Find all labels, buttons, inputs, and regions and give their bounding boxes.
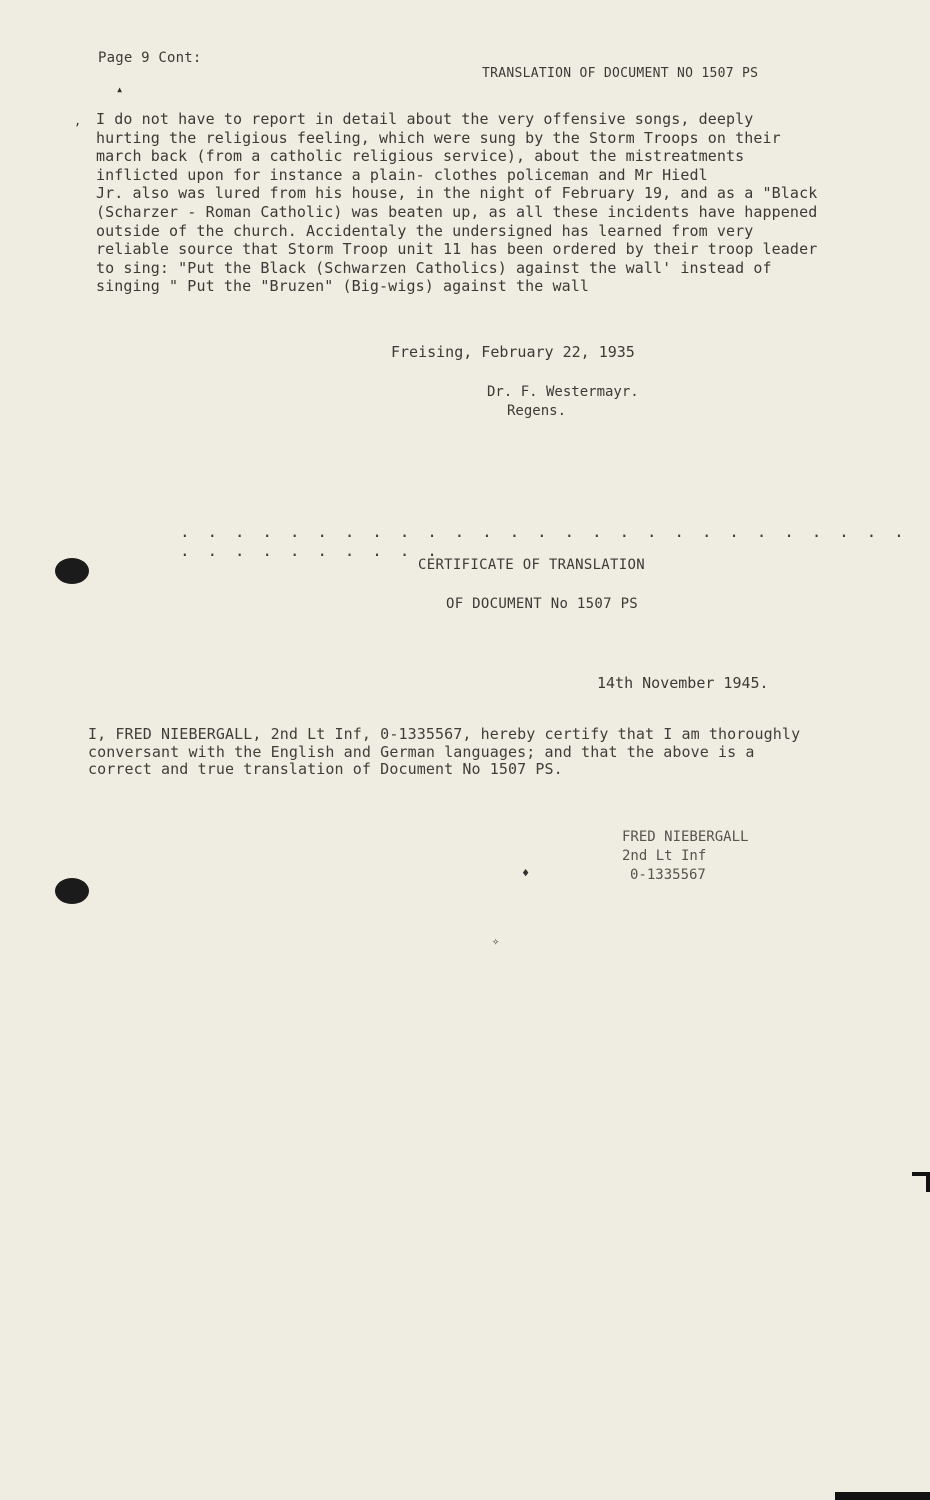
stray-mark-icon: ♦: [522, 866, 530, 880]
body-line: hurting the religious feeling, which were sung by the Storm Troops on their: [96, 128, 781, 147]
body-line: I do not have to report in detail about the very offensive songs, deeply: [96, 110, 754, 128]
certificate-signature: [622, 828, 748, 885]
certifier-name: FRED NIEBERGALL: [622, 829, 749, 845]
body-line: Jr. also was lured from his house, in the night of February 19, and as a "Black: [96, 184, 818, 203]
certifier-rank: 2nd Lt Inf: [622, 848, 707, 864]
stray-mark-icon: ,: [74, 114, 82, 128]
signer-name: Dr. F. Westermayr.: [487, 384, 639, 400]
translation-body: [96, 110, 886, 296]
body-line: inflicted upon for instance a plain- clothes policeman and Mr Hiedl: [96, 165, 708, 184]
stray-mark-icon: ✧: [492, 934, 500, 948]
punch-hole-icon: [55, 878, 89, 904]
edge-mark-icon: [926, 1176, 930, 1192]
certificate-line: correct and true translation of Document No 1507 PS.: [88, 760, 563, 778]
body-line: reliable source that Storm Troop unit 11 has been ordered by their troop leader: [96, 240, 818, 259]
body-line: outside of the church. Accidentaly the undersigned has learned from very: [96, 221, 754, 240]
certificate-subtitle: OF DOCUMENT No 1507 PS: [446, 596, 639, 612]
document-title: TRANSLATION OF DOCUMENT NO 1507 PS: [482, 66, 759, 81]
signature-block: [487, 383, 639, 421]
body-line: march back (from a catholic religious service), about the mistreatments: [96, 147, 745, 166]
certifier-serial: 0-1335567: [630, 867, 706, 883]
body-line: singing " Put the "Bruzen" (Big-wigs) against the wall: [96, 277, 590, 296]
body-line: to sing: "Put the Black (Schwarzen Catholics) against the wall' instead of: [96, 258, 772, 277]
punch-hole-icon: [55, 558, 89, 584]
signature-place-date: Freising, February 22, 1935: [391, 343, 635, 361]
certificate-statement: [88, 726, 848, 779]
signer-title: Regens.: [507, 403, 567, 419]
certificate-date: 14th November 1945.: [597, 674, 769, 692]
certificate-title: CERTIFICATE OF TRANSLATION: [418, 557, 645, 573]
certificate-line: conversant with the English and German languages; and that the above is a: [88, 742, 755, 761]
edge-mark-icon: [835, 1492, 930, 1500]
page-reference: Page 9 Cont:: [98, 50, 202, 66]
body-line: (Scharzer - Roman Catholic) was beaten up, as all these incidents have happened: [96, 202, 818, 221]
certificate-line: I, FRED NIEBERGALL, 2nd Lt Inf, 0-1335567, hereby certify that I am thoroughly: [88, 725, 801, 743]
dotted-separator: . . . . . . . . . . . . . . . . . . . . . . . . . . . . . . . . . . . . .: [180, 522, 908, 560]
stray-mark-icon: ▴: [116, 82, 124, 96]
